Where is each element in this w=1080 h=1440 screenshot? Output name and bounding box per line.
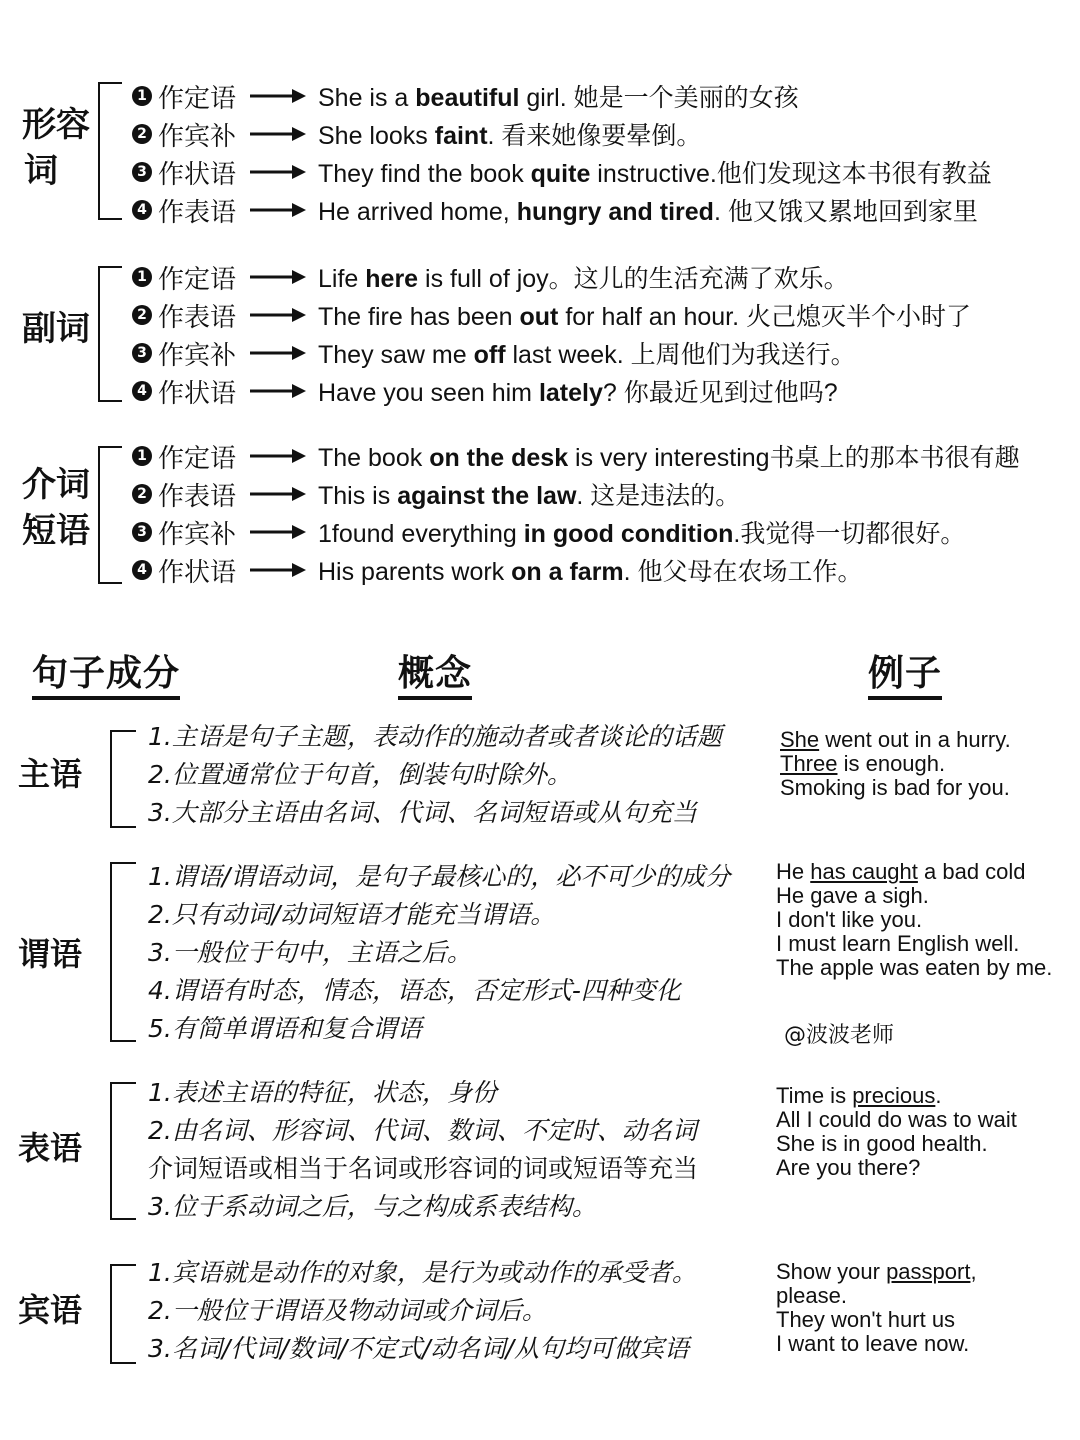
- arrow-icon: [250, 346, 306, 360]
- example-item: Time is precious.: [776, 1083, 942, 1108]
- role-label: 作状语: [158, 159, 237, 190]
- role-label: 作定语: [158, 443, 237, 474]
- example-item: Three is enough.: [780, 751, 946, 776]
- concept-list: [148, 858, 730, 1048]
- row: [132, 372, 838, 410]
- concept-item: 2.位置通常位于句首，倒装句时除外。: [148, 760, 572, 789]
- example-item: I must learn English well.: [776, 931, 1020, 956]
- header-component: 句子成分: [32, 652, 180, 700]
- example-sentence: They saw me off last week. 上周他们为我送行。: [318, 341, 856, 369]
- concept-item: 3.名词/代词/数词/不定式/动名词/从句均可做宾语: [148, 1334, 689, 1363]
- number-badge: 2: [132, 124, 152, 144]
- concept-item: 5.有简单谓语和复合谓语: [148, 1014, 422, 1043]
- row: [132, 115, 701, 153]
- example-sentence: She is a beautiful girl. 她是一个美丽的女孩: [318, 84, 799, 112]
- arrow-icon: [250, 487, 306, 501]
- example-sentence: The fire has been out for half an hour. 火己熄灭半个小时了: [318, 303, 972, 331]
- example-item: All I could do was to wait: [776, 1107, 1017, 1132]
- row: [132, 475, 740, 513]
- example-sentence: 1found everything in good condition.我觉得一切都很好。: [318, 520, 966, 548]
- bracket: [110, 862, 136, 1042]
- concept-list: [148, 1074, 698, 1226]
- number-badge: 3: [132, 343, 152, 363]
- arrow-icon: [250, 525, 306, 539]
- number-badge: 4: [132, 381, 152, 401]
- bracket: [110, 1264, 136, 1364]
- number-badge: 1: [132, 446, 152, 466]
- bracket: [110, 730, 136, 828]
- arrow-icon: [250, 449, 306, 463]
- example-item: He gave a sigh.: [776, 883, 929, 908]
- arrow-icon: [250, 165, 306, 179]
- role-label: 作定语: [158, 264, 237, 295]
- group-label: 形容 词: [22, 105, 90, 191]
- section-label-object: 宾语: [18, 1291, 83, 1329]
- header-example: 例子: [868, 652, 942, 700]
- example-item: She is in good health.: [776, 1131, 988, 1156]
- role-label: 作表语: [158, 481, 237, 512]
- concept-list: [148, 718, 722, 832]
- role-label: 作状语: [158, 378, 237, 409]
- row: [132, 437, 1020, 475]
- example-sentence: They find the book quite instructive.他们发现这本书很有教益: [318, 160, 992, 188]
- example-item: Smoking is bad for you.: [780, 775, 1010, 800]
- concept-item: 3.一般位于句中，主语之后。: [148, 938, 472, 967]
- example-item: I don't like you.: [776, 907, 923, 932]
- arrow-icon: [250, 203, 306, 217]
- arrow-icon: [250, 89, 306, 103]
- arrow-icon: [250, 563, 306, 577]
- example-item: Are you there?: [776, 1155, 921, 1180]
- example-item: He has caught a bad cold: [776, 859, 1026, 884]
- bracket: [110, 1082, 136, 1220]
- concept-item: 1.主语是句子主题，表动作的施动者或者谈论的话题: [148, 722, 722, 751]
- concept-item: 2.一般位于谓语及物动词或介词后。: [148, 1296, 547, 1325]
- concept-item: 1.谓语/谓语动词，是句子最核心的，必不可少的成分: [148, 862, 731, 891]
- concept-item: 3.大部分主语由名词、代词、名词短语或从句充当: [148, 798, 697, 827]
- bracket: [98, 266, 122, 402]
- example-list: [776, 1084, 1017, 1180]
- arrow-icon: [250, 270, 306, 284]
- role-label: 作宾补: [158, 519, 237, 550]
- concept-item: 2.由名词、形容词、代词、数词、不定时、动名词: [148, 1116, 697, 1145]
- bracket: [98, 446, 122, 584]
- example-item: Show your passport,: [776, 1259, 977, 1284]
- example-sentence: This is against the law. 这是违法的。: [318, 482, 741, 510]
- example-item: please.: [776, 1283, 847, 1308]
- concept-item: 3.位于系动词之后，与之构成系表结构。: [148, 1192, 597, 1221]
- role-label: 作表语: [158, 197, 237, 228]
- role-label: 作表语: [158, 302, 237, 333]
- arrow-icon: [250, 308, 306, 322]
- number-badge: 1: [132, 267, 152, 287]
- example-list: [776, 1260, 977, 1356]
- example-sentence: He arrived home, hungry and tired. 他又饿又累地回到家里: [318, 198, 978, 226]
- row: [132, 258, 849, 296]
- header-concept: 概念: [398, 652, 472, 700]
- row: [132, 191, 978, 229]
- arrow-icon: [250, 384, 306, 398]
- example-list: [776, 860, 1052, 980]
- role-label: 作宾补: [158, 121, 237, 152]
- number-badge: 4: [132, 200, 152, 220]
- role-label: 作定语: [158, 83, 237, 114]
- example-sentence: Have you seen him lately? 你最近见到过他吗?: [318, 379, 838, 407]
- example-sentence: The book on the desk is very interesting书桌上的那本书很有趣: [318, 444, 1020, 472]
- number-badge: 3: [132, 522, 152, 542]
- section-label-predicate: 谓语: [18, 935, 83, 973]
- author-credit: @波波老师: [784, 1023, 895, 1048]
- concept-list: [148, 1254, 697, 1368]
- concept-item: 1.宾语就是动作的对象，是行为或动作的承受者。: [148, 1258, 697, 1287]
- example-item: I want to leave now.: [776, 1331, 970, 1356]
- section-label-predicative: 表语: [18, 1129, 83, 1167]
- example-item: She went out in a hurry.: [780, 727, 1011, 752]
- concept-item: 4.谓语有时态，情态，语态，否定形式-四种变化: [148, 976, 681, 1005]
- number-badge: 2: [132, 305, 152, 325]
- row: [132, 513, 965, 551]
- concept-item: 1.表述主语的特征，状态，身份: [148, 1078, 497, 1107]
- bracket: [98, 82, 122, 220]
- concept-item: 介词短语或相当于名词或形容词的词或短语等充当: [148, 1154, 699, 1183]
- arrow-icon: [250, 127, 306, 141]
- concept-item: 2.只有动词/动词短语才能充当谓语。: [148, 900, 556, 929]
- row: [132, 153, 992, 191]
- row: [132, 551, 863, 589]
- example-sentence: Life here is full of joy。这儿的生活充满了欢乐。: [318, 265, 849, 293]
- row: [132, 77, 799, 115]
- group-label: 介词 短语: [22, 465, 90, 551]
- section-label-subject: 主语: [18, 755, 83, 793]
- role-label: 作状语: [158, 557, 237, 588]
- number-badge: 4: [132, 560, 152, 580]
- example-list: [780, 728, 1011, 800]
- example-item: The apple was eaten by me.: [776, 955, 1053, 980]
- role-label: 作宾补: [158, 340, 237, 371]
- row: [132, 296, 971, 334]
- example-item: They won't hurt us: [776, 1307, 956, 1332]
- example-sentence: His parents work on a farm. 他父母在农场工作。: [318, 558, 863, 586]
- number-badge: 2: [132, 484, 152, 504]
- number-badge: 1: [132, 86, 152, 106]
- row: [132, 334, 856, 372]
- group-label: 副词: [22, 309, 90, 349]
- example-sentence: She looks faint. 看来她像要晕倒。: [318, 122, 702, 150]
- number-badge: 3: [132, 162, 152, 182]
